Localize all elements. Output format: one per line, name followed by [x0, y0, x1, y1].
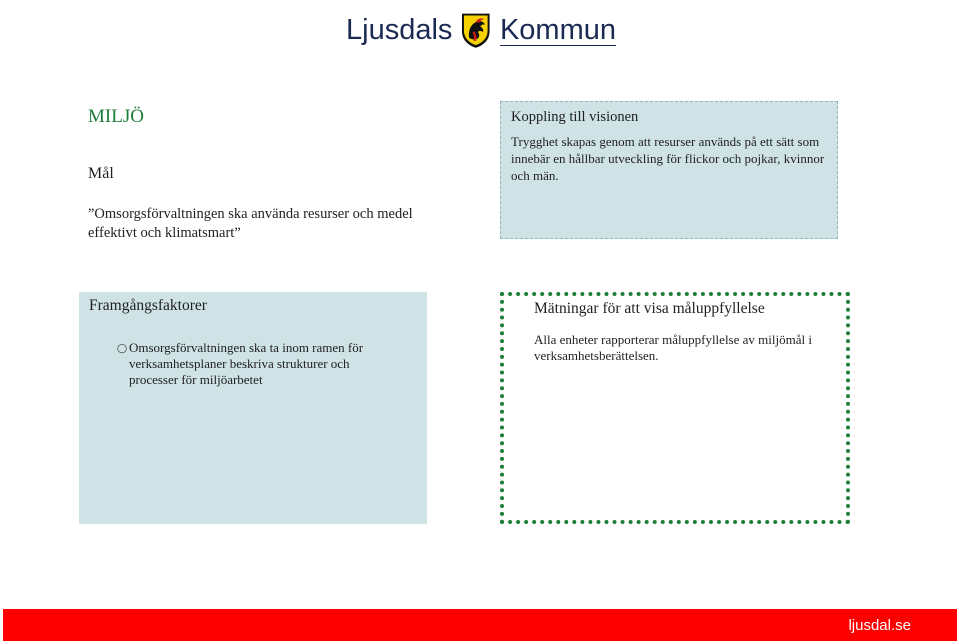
logo-word-ljusdals: Ljusdals: [346, 13, 453, 46]
footer-bar: [3, 609, 957, 641]
vision-text: Trygghet skapas genom att resurser används på ett sätt som innebär en hållbar utveckling för flickor och pojkar, kvinnor och män.: [511, 134, 825, 183]
footer-site-link[interactable]: ljusdal.se: [848, 616, 911, 634]
vision-box: [500, 101, 838, 239]
success-factor-text: Omsorgsförvaltningen ska ta inom ramen för verksamhetsplaner beskriva strukturer och processer för miljöarbetet: [129, 340, 364, 387]
success-factors-box: [79, 292, 427, 524]
section-title: MILJÖ: [88, 106, 144, 127]
vision-title: Koppling till visionen: [511, 109, 639, 125]
bullet-icon: ◯: [117, 343, 128, 353]
measurements-title: Mätningar för att visa måluppfyllelse: [534, 300, 765, 317]
ljusdals-kommun-logo: [346, 2, 616, 58]
measurements-text: Alla enheter rapporterar måluppfyllelse av miljömål i verksamhetsberättelsen.: [534, 332, 812, 363]
goal-text: ”Omsorgsförvaltningen ska använda resurser och medel effektivt och klimatsmart”: [88, 206, 413, 241]
coat-of-arms-icon: [460, 2, 492, 58]
goal-label: Mål: [88, 165, 114, 182]
list-item: [89, 340, 417, 388]
success-factors-title: Framgångsfaktorer: [89, 297, 207, 314]
logo-word-kommun: Kommun: [499, 13, 616, 46]
measurements-box: [500, 292, 850, 524]
